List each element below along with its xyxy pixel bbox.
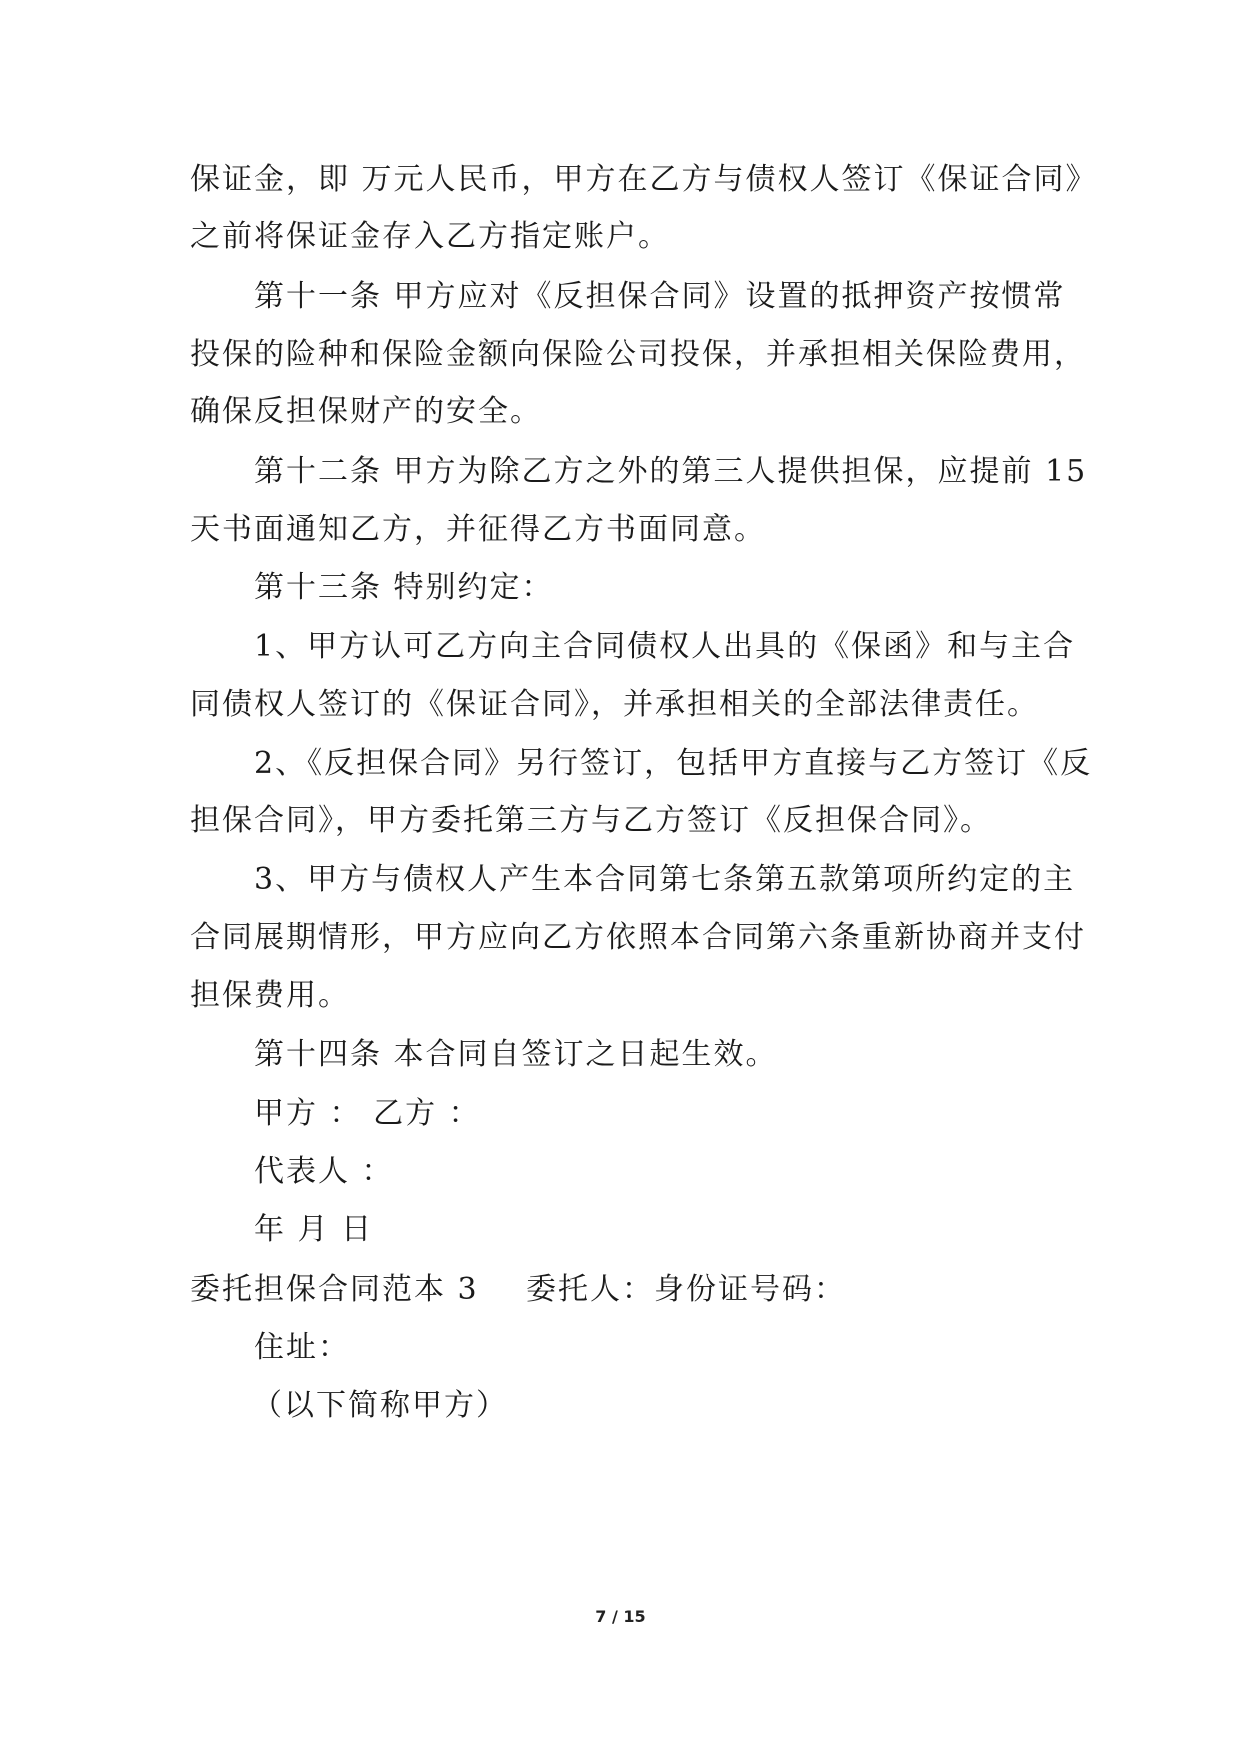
signature-parties: 甲方 ： 乙方 ： <box>254 1096 481 1131</box>
text-line: 天书面通知乙方，并征得乙方书面同意。 <box>190 512 766 547</box>
text-line: 合同展期情形，甲方应向乙方依照本合同第六条重新协商并支付 <box>190 920 1086 955</box>
text-line: 同债权人签订的《保证合同》，并承担相关的全部法律责任。 <box>190 687 1039 722</box>
section-title: 委托担保合同范本 3 <box>190 1272 479 1307</box>
principal-id-line: 委托人：身份证号码： <box>526 1272 846 1307</box>
article-11-heading: 第十一条 甲方应对《反担保合同》设置的抵押资产按惯常 <box>254 279 1066 314</box>
article-12-heading: 第十二条 甲方为除乙方之外的第三人提供担保，应提前 15 <box>254 454 1088 489</box>
text-line: 之前将保证金存入乙方指定账户。 <box>190 219 670 254</box>
signature-representative: 代表人 ： <box>254 1154 394 1189</box>
signature-date: 年 月 日 <box>254 1212 374 1247</box>
address-line: 住址： <box>254 1330 350 1365</box>
clause-2: 2、《反担保合同》另行签订，包括甲方直接与乙方签订《反 <box>254 746 1093 781</box>
text-line: 担保费用。 <box>190 978 350 1013</box>
article-13-heading: 第十三条 特别约定： <box>254 570 554 605</box>
text-line: 投保的险种和保险金额向保险公司投保，并承担相关保险费用， <box>190 337 1086 372</box>
text-line: 保证金，即 万元人民币，甲方在乙方与债权人签订《保证合同》 <box>190 162 1098 197</box>
clause-3: 3、甲方与债权人产生本合同第七条第五款第项所约定的主 <box>254 862 1076 897</box>
article-14-heading: 第十四条 本合同自签订之日起生效。 <box>254 1037 778 1072</box>
party-a-note: （以下简称甲方） <box>252 1388 508 1423</box>
text-line: 担保合同》，甲方委托第三方与乙方签订《反担保合同》。 <box>190 803 992 838</box>
page-number: 7 / 15 <box>595 1607 646 1626</box>
clause-1: 1、甲方认可乙方向主合同债权人出具的《保函》和与主合 <box>254 629 1076 664</box>
text-line: 确保反担保财产的安全。 <box>190 394 542 429</box>
